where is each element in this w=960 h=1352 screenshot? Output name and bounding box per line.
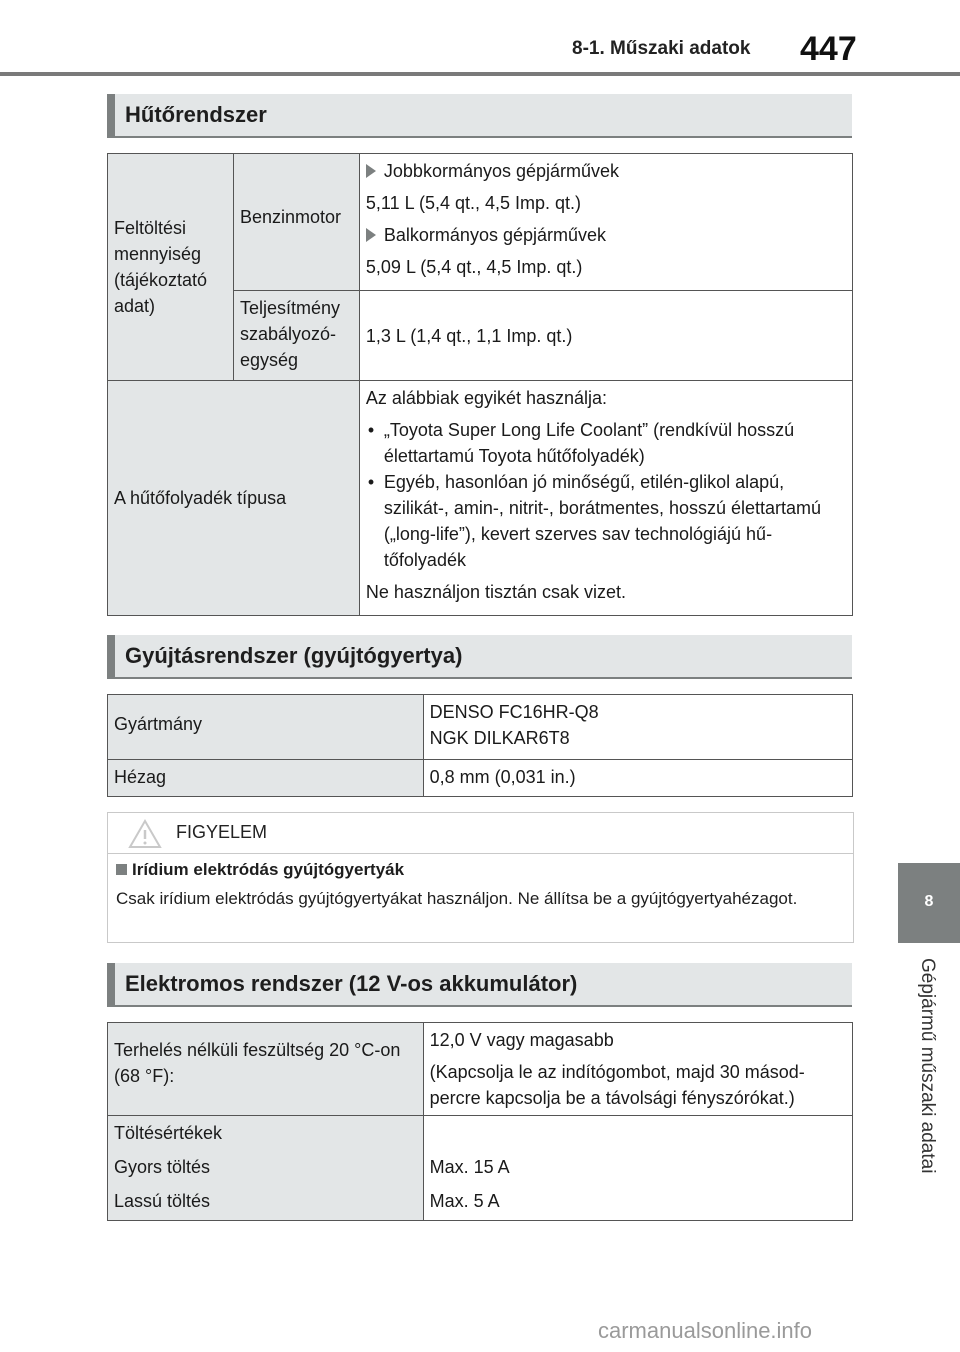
voltage-cell — [423, 1023, 852, 1116]
warning-triangle-icon — [128, 819, 162, 849]
coolant-type-label: A hűtőfolyadék típusa — [108, 381, 360, 616]
engine-capacity-cell — [359, 154, 852, 291]
spark-plug-ngk: NGK DILKAR6T8 — [429, 728, 570, 748]
chapter-tab — [898, 863, 960, 943]
electrical-table — [107, 1022, 853, 1221]
voltage-label: Terhelés nélküli feszültség 20 °C-on (68 °F): — [108, 1023, 424, 1116]
warning-body: Csak irídium elektródás gyújtógyertyákat használjon. Ne állítsa be a gyújtógyertyahézagot. — [116, 889, 798, 908]
chapter-number: 8 — [924, 893, 934, 910]
cooling-table — [107, 153, 853, 616]
fast-charge-label: Gyors töltés — [114, 1157, 211, 1177]
section-heading-cooling-text: Hűtőrendszer — [125, 102, 267, 127]
section-heading-electrical-text: Elektromos rendszer (12 V-os akkumulátor) — [125, 971, 578, 996]
coolant-option-2: • Egyéb, hasonlóan jó minőségű, etilén-glikol alapú, szilikát-, amin-, nitrit-, borátmentes, hosszú élettartamú („long-life”), kevert szerves sav technológiájú hűtőfolyadék — [366, 469, 846, 573]
rhd-label: Jobbkormányos gépjárművek — [383, 161, 620, 181]
ignition-table — [107, 694, 853, 797]
spark-plug-make-label: Gyártmány — [108, 695, 424, 760]
square-bullet-icon — [116, 864, 127, 875]
rhd-value: 5,11 L (5,4 qt., 4,5 Imp. qt.) — [365, 193, 582, 213]
coolant-option-1: • „Toyota Super Long Life Coolant” (rendkívül hosszú élettartamú Toyota hűtőfolyadék) — [366, 417, 846, 469]
charge-values-cell — [423, 1116, 852, 1221]
chapter-label-container — [898, 950, 960, 1215]
section-heading-electrical — [107, 963, 852, 1007]
section-heading-ignition — [107, 635, 852, 679]
slow-charge-value: Max. 5 A — [429, 1191, 500, 1211]
pcu-label: Teljesítmény szabályozóegység — [233, 291, 359, 381]
chapter-label: Gépjármű műszaki adatai — [917, 958, 938, 1174]
section-heading-cooling — [107, 94, 852, 138]
lhd-label: Balkormányos gépjárművek — [383, 225, 607, 245]
watermark: carmanualsonline.info — [598, 1318, 813, 1343]
voltage-value: 12,0 V vagy magasabb — [429, 1030, 614, 1050]
triangle-bullet-icon — [366, 228, 376, 242]
charge-rates-cell — [108, 1116, 424, 1221]
spark-plug-denso: DENSO FC16HR-Q8 — [429, 702, 599, 722]
warning-title: FIGYELEM — [176, 822, 268, 842]
gap-value: 0,8 mm (0,031 in.) — [423, 760, 852, 797]
coolant-note: Ne használjon tisztán csak vizet. — [365, 582, 627, 602]
charge-rates-label: Töltésértékek — [114, 1123, 223, 1143]
header-section-title: 8-1. Műszaki adatok — [572, 38, 751, 59]
warning-subtitle-row — [116, 860, 404, 880]
warning-box — [107, 812, 854, 943]
pcu-value: 1,3 L (1,4 qt., 1,1 Imp. qt.) — [359, 291, 852, 381]
gap-label: Hézag — [108, 760, 424, 797]
coolant-intro: Az alábbiak egyikét használja: — [365, 388, 608, 408]
slow-charge-label: Lassú töltés — [114, 1191, 211, 1211]
spark-plug-make-cell — [423, 695, 852, 760]
warning-subtitle: Irídium elektródás gyújtógyertyák — [132, 860, 405, 879]
section-heading-ignition-text: Gyújtásrendszer (gyújtógyertya) — [125, 643, 463, 668]
page-number: 447 — [800, 30, 857, 68]
warning-header — [108, 813, 853, 854]
voltage-note: (Kapcsolja le az indítógombot, majd 30 másodpercre kapcsolja be a távolsági fényszórókat.) — [429, 1062, 805, 1108]
coolant-type-cell — [359, 381, 852, 616]
engine-label: Benzinmotor — [233, 154, 359, 291]
lhd-value: 5,09 L (5,4 qt., 4,5 Imp. qt.) — [365, 257, 583, 277]
cooling-capacity-label: Feltöltési mennyiség (tájékoztató adat) — [108, 154, 234, 381]
triangle-bullet-icon — [366, 164, 376, 178]
fast-charge-value: Max. 15 A — [429, 1157, 510, 1177]
header-rule — [0, 72, 960, 76]
